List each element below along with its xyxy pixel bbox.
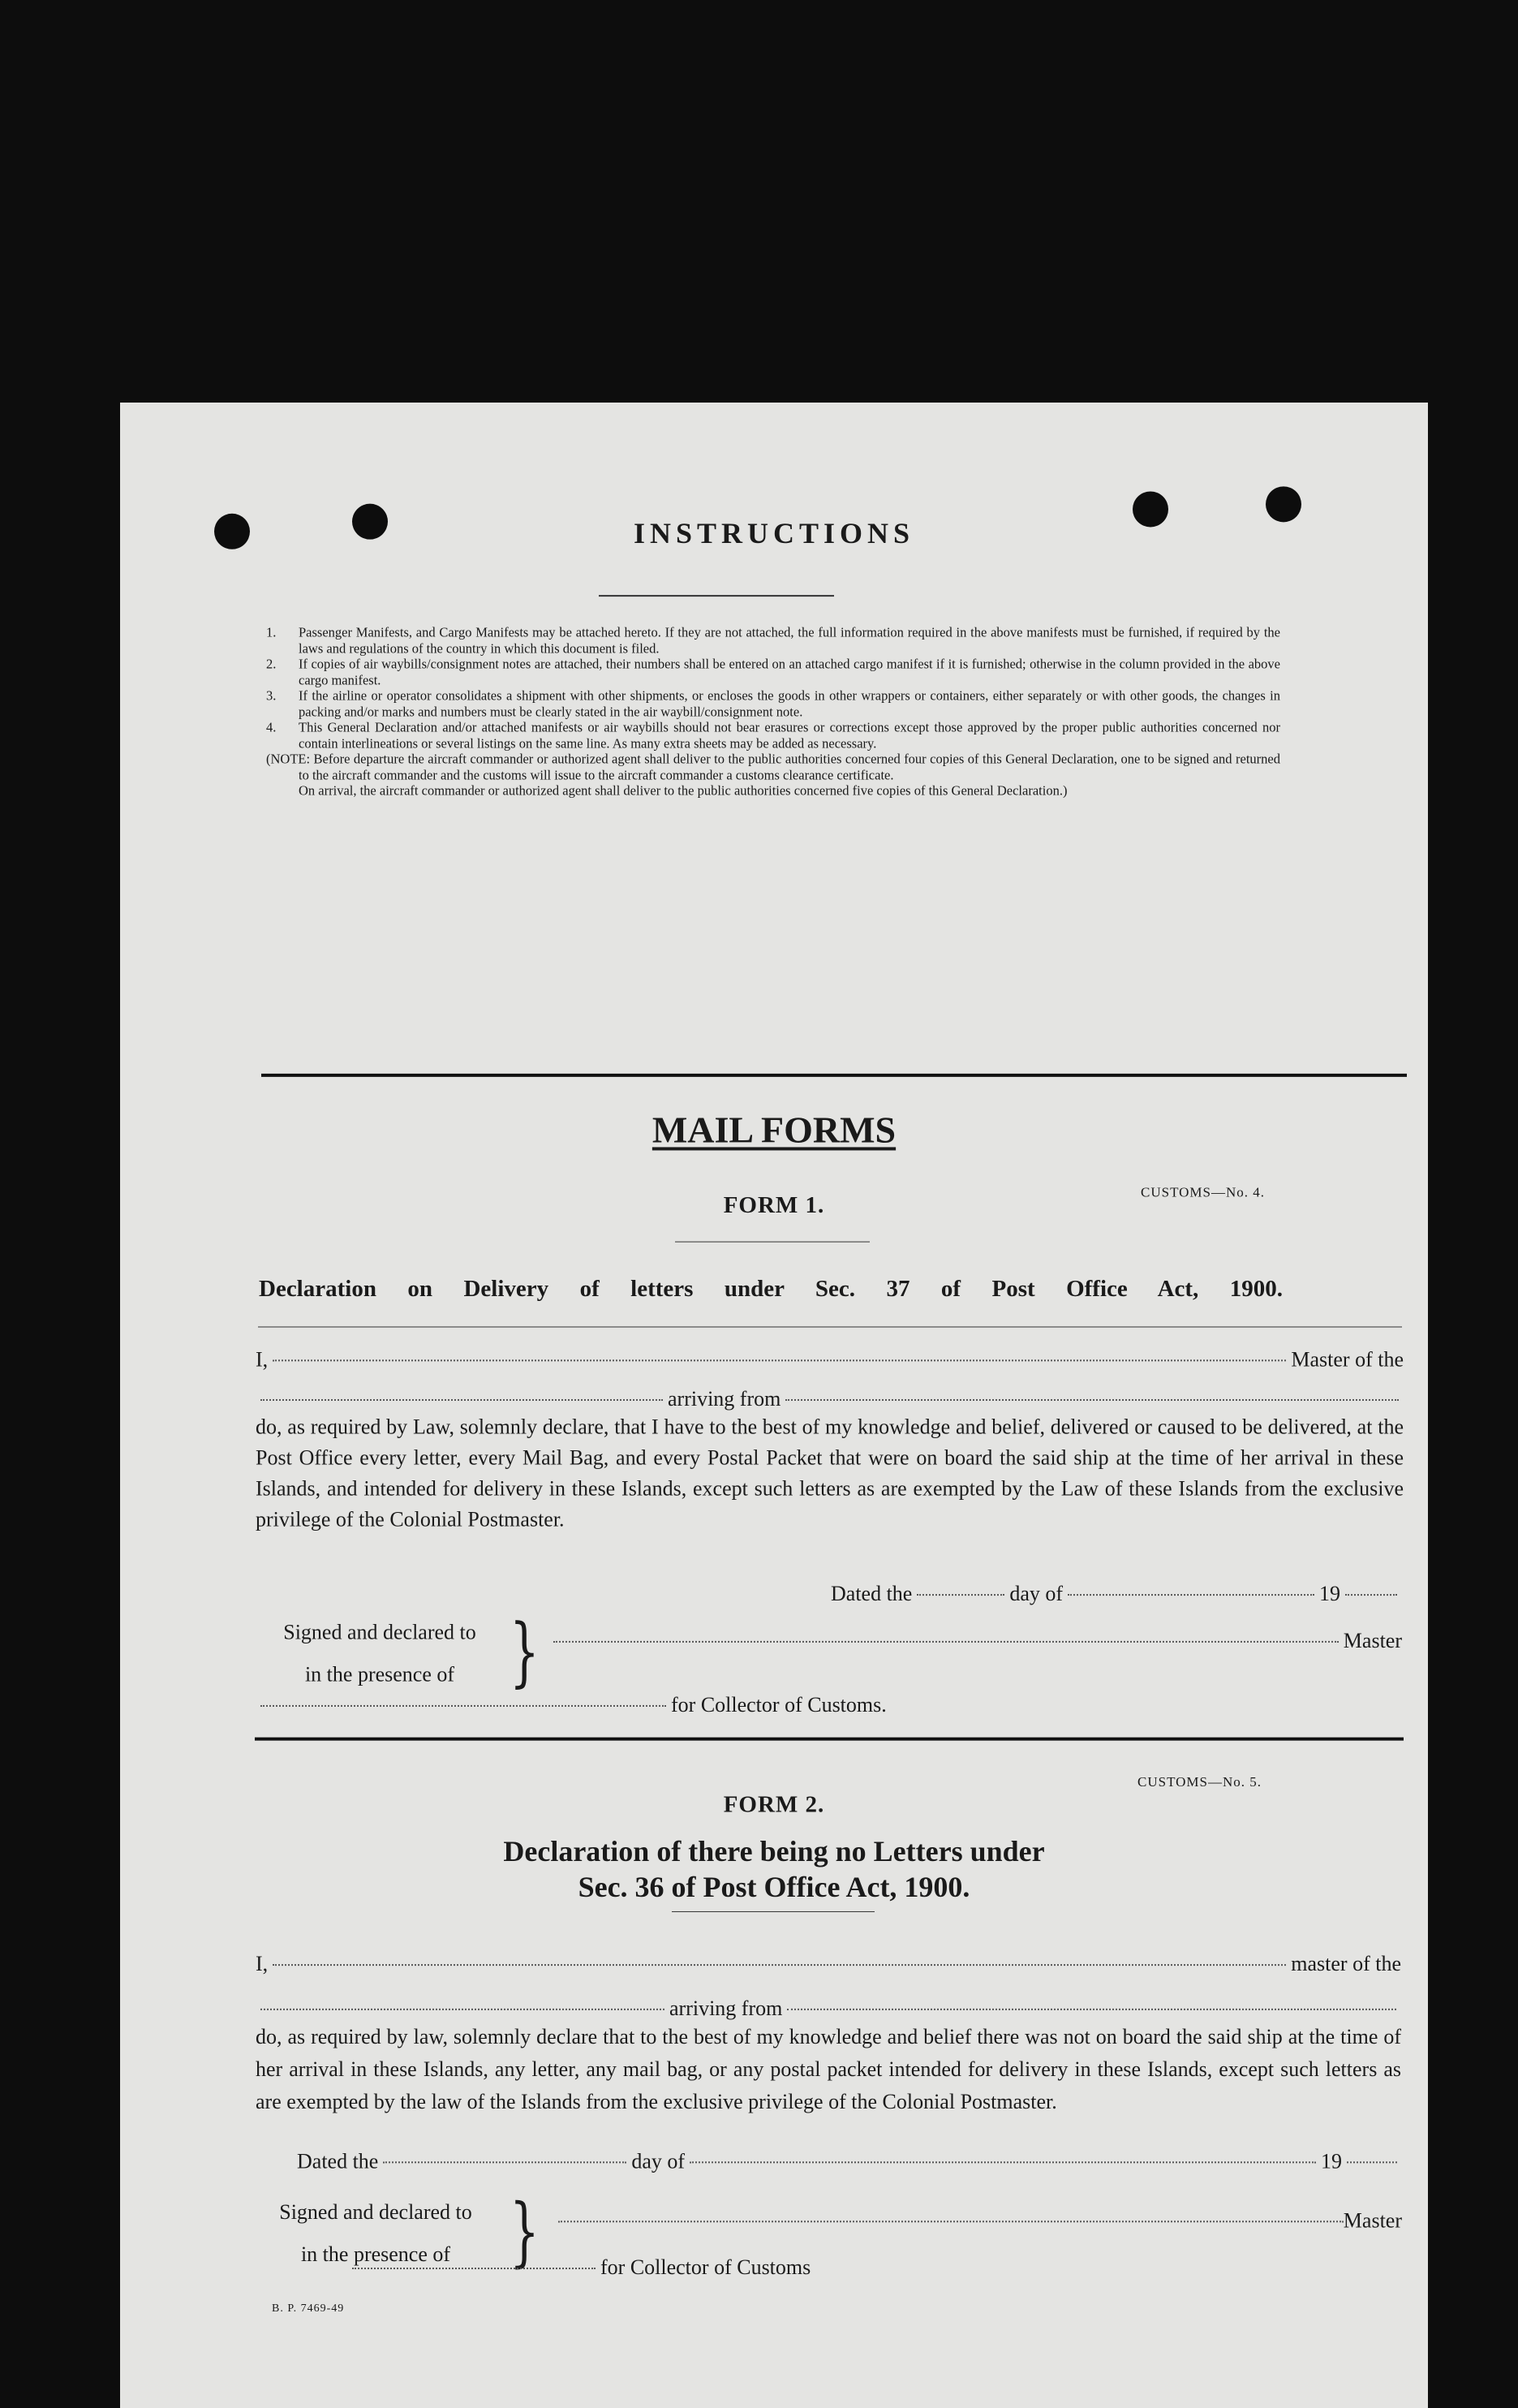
instruction-item-4: 4. This General Declaration and/or attached manifests or air waybills should not bear erasures or corrections except those approved by the proper public authorities concerned nor contain interlineations or several listings on the same line. As many extra sheets may be added as necessary. (266, 719, 1280, 752)
form1-dated-row (831, 1582, 1402, 1606)
form2-declaration-heading: Declaration of there being no Letters under Sec. 36 of Post Office Act, 1900. (503, 1835, 1045, 1904)
form2-master-signature-row (553, 2208, 1402, 2233)
form2-customs-number: CUSTOMS—No. 5. (1137, 1774, 1262, 1790)
form1-master-row (256, 1347, 1404, 1372)
form2-arriving-from-field[interactable] (787, 2009, 1396, 2010)
form1-master-label: Master (1343, 1628, 1402, 1652)
form2-dated-row (297, 2149, 1402, 2173)
form1-collector-label: for Collector of Customs. (671, 1692, 887, 1717)
form2-master-name-field[interactable] (273, 1964, 1286, 1966)
form2-signed-brace: } (510, 2187, 540, 2276)
form2-arriving-from-label: arriving from (669, 1996, 783, 2020)
form2-master-label: Master (1343, 2208, 1402, 2233)
form1-signed-label: Signed and declared to in the presence of (283, 1620, 476, 1686)
form2-heading-rule (672, 1911, 875, 1912)
form2-signed-label: Signed and declared to in the presence of (279, 2200, 472, 2266)
form1-label: FORM 1. (723, 1191, 825, 1218)
form2-i-label: I, (256, 1952, 269, 1976)
instructions-list (266, 625, 1280, 799)
section-divider-middle (255, 1738, 1404, 1741)
form2-date-month-field[interactable] (690, 2161, 1316, 2163)
form1-signed-brace: } (510, 1607, 540, 1696)
form2-collector-signature-field[interactable] (352, 2268, 596, 2269)
form1-date-day-field[interactable] (917, 1594, 1004, 1596)
form1-arriving-from-label: arriving from (668, 1386, 781, 1411)
form1-collector-row (256, 1693, 986, 1717)
mail-forms-title: MAIL FORMS (651, 1109, 897, 1151)
form1-declaration-body: do, as required by Law, solemnly declare, that I have to the best of my knowledge and belief, delivered or caused to be delivered, at the Post Office every letter, every Mail Bag, and every Postal Packet that were on board the said ship at the time of her arrival in these Islands, and intended for delivery in these Islands, except such letters as are exempted by the Law of these Islands from the exclusive privilege of the Colonial Postmaster. (256, 1415, 1404, 1531)
instructions-title: INSTRUCTIONS (633, 516, 915, 549)
form1-label-rule (675, 1242, 870, 1243)
form2-master-row (256, 1952, 1401, 1976)
document-page (120, 403, 1428, 2408)
form1-collector-signature-field[interactable] (260, 1705, 666, 1707)
form2-day-of-label: day of (631, 2149, 686, 2173)
form-footer-code: B. P. 7469-49 (272, 2302, 345, 2315)
form1-master-of-the-label: Master of the (1291, 1347, 1404, 1372)
form2-master-signature-field[interactable] (558, 2221, 1344, 2222)
form1-date-year-field[interactable] (1345, 1594, 1397, 1596)
form2-label: FORM 2. (723, 1791, 825, 1818)
form2-dated-the-label: Dated the (297, 2149, 379, 2173)
instructions-note: (NOTE: Before departure the aircraft commander or authorized agent shall deliver to the public authorities concerned four copies of this General Declaration, one to be signed and returned to the aircraft commander and the customs will issue to the aircraft commander a customs clearance certificate. (266, 751, 1280, 783)
form1-year-label: 19 (1319, 1582, 1340, 1606)
form1-dated-the-label: Dated the (831, 1582, 913, 1606)
form2-year-label: 19 (1321, 2149, 1342, 2173)
section-divider-top (261, 1074, 1407, 1077)
form1-master-signature-row (548, 1629, 1402, 1653)
instruction-item-1: 1. Passenger Manifests, and Cargo Manifests may be attached hereto. If they are not attached, the full information required in the above manifests must be furnished, if required by the laws and regulations of the country in which this document is filed. (266, 624, 1280, 657)
form1-arriving-row (256, 1387, 1404, 1411)
instruction-item-2: 2. If copies of air waybills/consignment notes are attached, their numbers shall be entered on an attached cargo manifest if it is furnished; otherwise in the column provided in the above cargo manifest. (266, 656, 1280, 688)
form2-collector-label: for Collector of Customs (600, 2255, 811, 2280)
form1-declaration-heading: Declaration on Delivery of letters under Sec. 37 of Post Office Act, 1900. (259, 1276, 1283, 1303)
form1-ship-name-field[interactable] (260, 1399, 663, 1401)
form2-date-year-field[interactable] (1347, 2161, 1397, 2163)
form2-collector-row (347, 2255, 1077, 2280)
form2-declaration-body: do, as required by law, solemnly declare that to the best of my knowledge and belief there was not on board the said ship at the time of her arrival in these Islands, any letter, any mail bag, or any postal packet intended for delivery in these Islands, except such letters as are exempted by the law of the Islands from the exclusive privilege of the Colonial Postmaster. (256, 2025, 1401, 2114)
form1-day-of-label: day of (1009, 1582, 1064, 1606)
form2-master-of-the-label: master of the (1291, 1952, 1401, 1976)
instructions-note-arrival: On arrival, the aircraft commander or authorized agent shall deliver to the public authorities concerned five copies of this General Declaration.) (299, 782, 1068, 799)
form2-arriving-row (256, 1997, 1401, 2021)
form2-ship-name-field[interactable] (260, 2009, 664, 2010)
form2-date-day-field[interactable] (383, 2161, 626, 2163)
form1-master-signature-field[interactable] (553, 1641, 1339, 1643)
document-content (120, 403, 1428, 2376)
instructions-title-rule (599, 595, 834, 597)
form1-date-month-field[interactable] (1068, 1594, 1314, 1596)
form1-arriving-from-field[interactable] (785, 1399, 1399, 1401)
form1-heading-rule (258, 1326, 1402, 1327)
form1-i-label: I, (256, 1347, 269, 1372)
form1-customs-number: CUSTOMS—No. 4. (1141, 1184, 1266, 1200)
instruction-item-3: 3. If the airline or operator consolidates a shipment with other shipments, or encloses the goods in other wrappers or containers, either separately or with other goods, the changes in packing and/or marks and numbers must be clearly stated in the air waybill/consignment note. (266, 687, 1280, 720)
form1-master-name-field[interactable] (273, 1359, 1286, 1361)
